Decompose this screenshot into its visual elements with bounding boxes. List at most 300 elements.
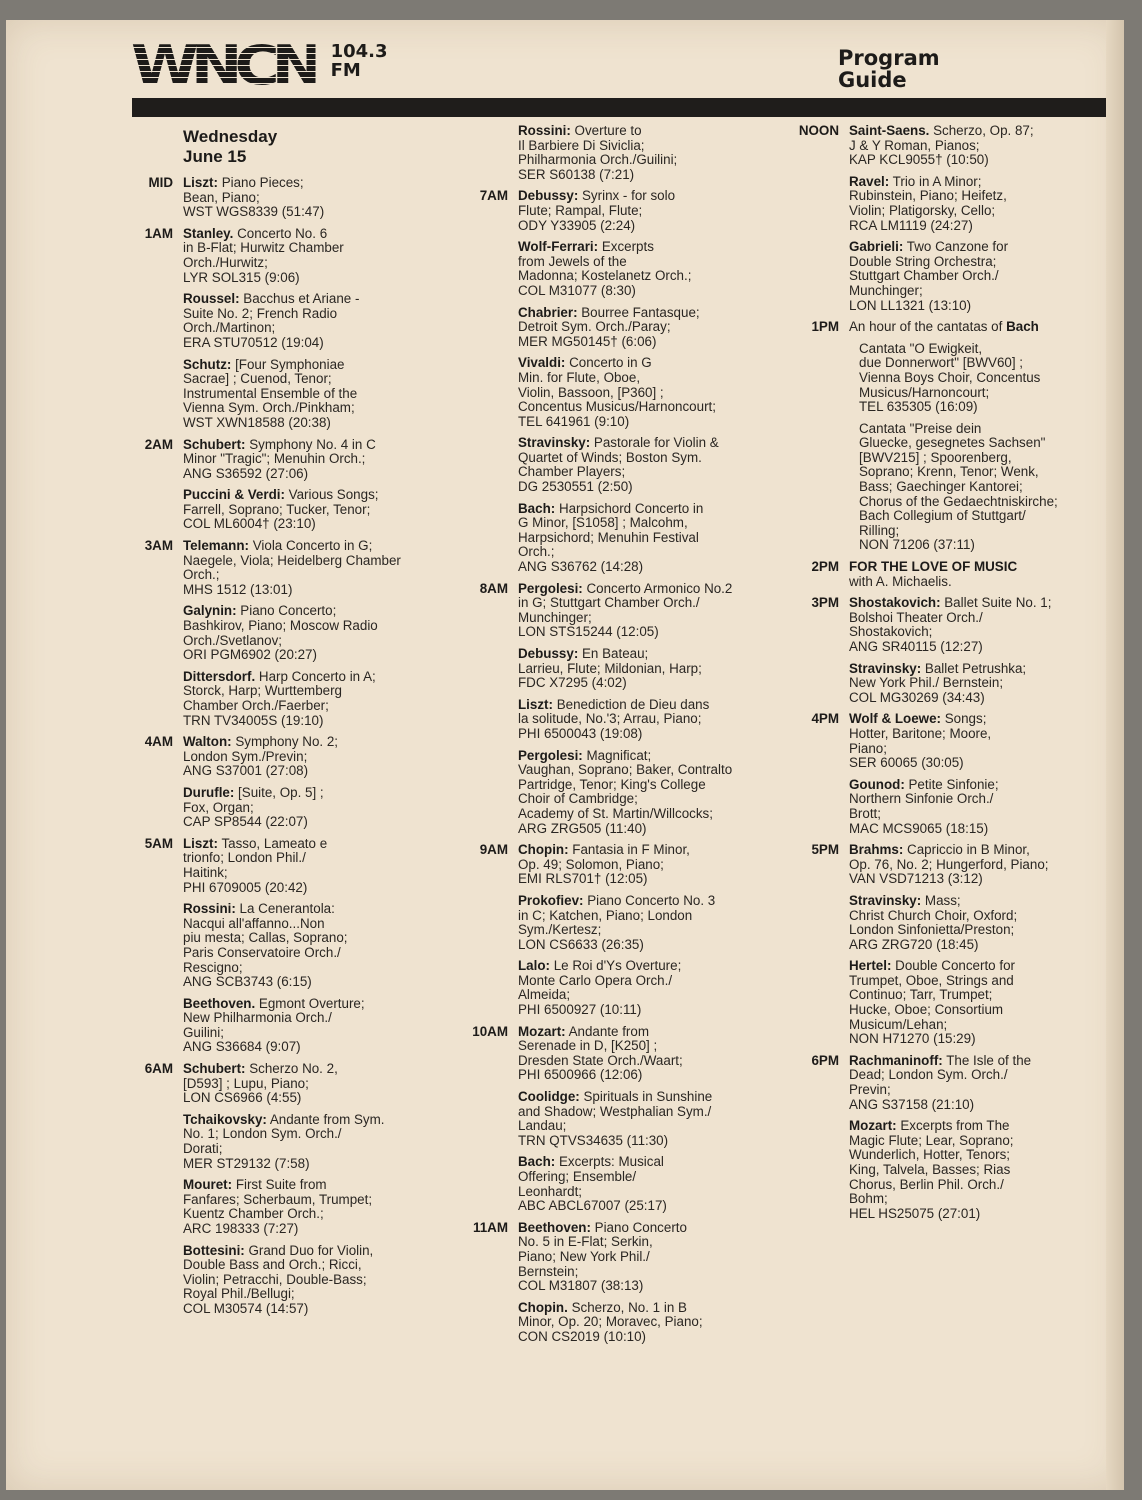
program-line [859,495,1085,510]
program-text: Musicum/Lehan; [849,1016,948,1032]
time-label: 3AM [144,538,173,554]
program-line [183,837,429,852]
time-label: NOON [798,123,839,138]
program-text: Dorati; [183,1141,223,1157]
program-text: piu mesta; Callas, Soprano; [183,930,348,946]
program-text: CON CS2019 (10:10) [518,1328,647,1344]
program-line [518,545,764,560]
time-slot [119,438,429,533]
program-text: Petite Sinfonie; [904,776,999,792]
program-line [518,988,764,1003]
program-text: SER S60138 (7:21) [518,166,635,182]
program-line [849,124,1085,139]
program-line [518,204,764,219]
program-line [859,451,1085,466]
program-line [518,306,764,321]
program-line [183,619,429,634]
program-text: Harp Concerto in A; [255,668,376,684]
program-line [849,894,1085,909]
program-line [518,858,764,873]
program-line [183,517,429,532]
composer-name: Gabrieli: [849,239,904,255]
program-text: Instrumental Ensemble of the [183,385,358,401]
program-text: ANG SCB3743 (6:15) [183,974,312,990]
program-entry [183,1244,429,1317]
program-text: Piano Pieces; [217,175,304,190]
program-line [518,822,764,837]
program-line [183,1113,429,1128]
program-entry [183,358,429,431]
program-text: Excerpts from The [896,1118,1010,1134]
composer-name: Roussel: [183,291,240,307]
program-line [849,988,1085,1003]
program-text: Various Songs; [284,487,379,503]
program-line [518,371,764,386]
time-slot [119,837,429,1055]
program-entry [849,422,1085,553]
program-list [518,1221,764,1345]
program-line [183,1157,429,1172]
composer-name: Lalo: [518,958,550,974]
program-text: COL M31807 (38:13) [518,1278,644,1294]
program-text: Op. 49; Solomon, Piano; [518,856,664,872]
composer-name: Liszt: [183,175,218,190]
program-text: Il Barbiere Di Siviclia; [518,137,645,153]
program-text: Piano; New York Phil./ [518,1248,650,1264]
program-line [518,894,764,909]
program-line [518,698,764,713]
composer-name: Chopin. [518,1299,568,1315]
program-entry [849,124,1085,168]
program-line [518,465,764,480]
program-line [183,568,429,583]
program-line [518,124,764,139]
composer-name: Vivaldi: [518,355,566,371]
program-line [859,422,1085,437]
time-label: 8AM [479,580,508,596]
program-line [518,807,764,822]
program-line [859,524,1085,539]
program-text: Ballet Petrushka; [921,660,1027,676]
program-line [518,1003,764,1018]
program-text: Excerpts: Musical [555,1154,664,1170]
program-entry [183,735,429,779]
program-line [183,786,429,801]
program-line [849,204,1085,219]
program-text: Ballet Suite No. 1; [940,595,1052,611]
program-text: Concerto in G [565,355,652,371]
program-text: No. 5 in E-Flat; Serkin, [518,1234,653,1250]
program-line [849,712,1085,727]
program-text: Madonna; Kostelanetz Orch.; [518,268,692,284]
program-entry [183,670,429,728]
program-line [849,219,1085,234]
program-list [849,320,1085,553]
program-line [849,269,1085,284]
program-line [849,1148,1085,1163]
program-line [518,712,764,727]
program-line [849,640,1085,655]
program-line [518,255,764,270]
composer-name: Debussy: [518,188,579,204]
frequency-number: 104.3 [330,41,388,62]
program-text: Piano Concerto; [236,603,337,619]
composer-name: Stravinsky: [849,660,922,676]
program-text: Royal Phil./Bellugi; [183,1286,295,1302]
page-title-line2: Guide [838,68,907,92]
composer-name: Gounod: [849,776,905,792]
program-line [183,975,429,990]
program-line [849,1192,1085,1207]
program-line [518,320,764,335]
composer-name: Galynin: [183,603,237,619]
composer-name: Stravinsky: [849,892,922,908]
composer-name: Wolf & Loewe: [849,711,941,727]
program-line [183,997,429,1012]
program-line [183,648,429,663]
program-line [849,1003,1085,1018]
program-line [183,1244,429,1259]
composer-name: Pergolesi: [518,580,583,596]
program-text: Bacchus et Ariane - [239,291,360,307]
program-text: Two Canzone for [903,239,1009,255]
program-text: ARG ZRG720 (18:45) [849,936,979,952]
composer-name: Mozart: [849,1118,897,1134]
frequency-band: FM [330,60,361,81]
program-text: Piano Concerto No. 3 [583,892,716,908]
program-list [518,189,764,574]
program-line [859,386,1085,401]
program-line [518,1025,764,1040]
program-line [518,625,764,640]
program-list [849,712,1085,836]
program-entry [849,894,1085,952]
program-text: HEL HS25075 (27:01) [849,1205,981,1221]
program-line [849,153,1085,168]
program-text: Dead; London Sym. Orch./ [849,1067,1008,1083]
program-line [518,284,764,299]
program-text: COL ML6004† (23:10) [183,516,316,532]
program-line [518,749,764,764]
program-line [849,299,1085,314]
program-line [849,923,1085,938]
program-entry [183,837,429,895]
program-line [849,872,1085,887]
program-intro-text: An hour of the cantatas of [849,319,1007,335]
program-line [183,961,429,976]
program-line [849,596,1085,611]
program-text: Le Roi d'Ys Overture; [550,958,682,974]
program-line [849,756,1085,771]
program-line [518,1301,764,1316]
program-text: Violin; Platigorsky, Cello; [849,202,996,218]
time-label: 10AM [472,1023,508,1039]
program-text: Op. 76, No. 2; Hungerford, Piano; [849,856,1049,872]
program-text: J & Y Roman, Pianos; [849,137,980,153]
program-text: Quartet of Winds; Boston Sym. [518,449,702,465]
program-entry [849,843,1085,887]
program-entry [849,342,1085,415]
composer-name: Pergolesi: [518,747,583,763]
program-line [518,596,764,611]
composer-name: Chabrier: [518,304,578,320]
program-text: Orch./Hurwitz; [183,254,268,270]
program-line [849,575,1085,590]
time-label: 7AM [479,188,508,204]
composer-name: Prokofiev: [518,892,584,908]
program-entry [183,997,429,1055]
program-line [518,1134,764,1149]
program-line [849,1119,1085,1134]
time-slot [454,189,764,574]
program-line [518,436,764,451]
composer-name: Schubert: [183,436,246,452]
program-line [518,763,764,778]
program-entry [518,647,764,691]
program-line [849,1207,1085,1222]
composer-name: Chopin: [518,842,569,858]
program-line [183,750,429,765]
time-label: 4AM [144,734,173,750]
program-line [183,931,429,946]
program-entry [183,604,429,662]
program-text: Piano Concerto [590,1219,687,1235]
program-line [183,205,429,220]
time-label: 1PM [811,319,839,335]
program-text: TEL 641961 (9:10) [518,413,630,429]
program-text: Chorus, Berlin Phil. Orch./ [849,1176,1004,1192]
program-text: COL M30574 (14:57) [183,1300,309,1316]
program-entry [518,1301,764,1345]
program-text: WST WGS8339 (51:47) [183,204,325,220]
program-text: La Cenerantola: [235,901,335,917]
program-text: Offering; Ensemble/ [518,1169,637,1184]
program-entry [518,698,764,742]
program-text: Orch.; [183,567,220,583]
program-line [518,872,764,887]
time-slot [785,843,1085,1047]
program-text: London Sym./Previn; [183,748,308,764]
program-text: Chorus of the Gedaechtniskirche; [859,493,1058,509]
program-text: Academy of St. Martin/Willcocks; [518,805,713,821]
time-slot [454,582,764,837]
time-label: 6AM [144,1061,173,1077]
program-line [849,792,1085,807]
program-text: Concerto Armonico No.2 [582,580,733,596]
composer-name: Durufle: [183,784,235,800]
program-entry [518,240,764,298]
program-line [849,611,1085,626]
program-line [518,938,764,953]
program-line [183,1178,429,1193]
program-text: ANG SR40115 (12:27) [849,639,983,654]
program-line [183,539,429,554]
time-label: 5PM [811,842,839,858]
time-slot [454,1221,764,1345]
program-list [183,1062,429,1317]
program-line [859,356,1085,371]
program-line [518,1119,764,1134]
program-text: Guilini; [183,1024,224,1040]
program-guide-page [6,20,1124,1490]
program-line [518,727,764,742]
program-line [518,923,764,938]
program-text: Harpsichord Concerto in [555,500,704,516]
program-text: Andante from [565,1023,649,1039]
program-text: Detroit Sym. Orch./Paray; [518,319,671,335]
program-entry [849,1054,1085,1112]
program-text: Min. for Flute, Oboe, [518,369,641,385]
program-text: in C; Katchen, Piano; London [518,907,693,923]
program-line [183,467,429,482]
program-list [849,124,1085,313]
program-text: WST XWN18588 (20:38) [183,414,331,430]
time-label: 4PM [811,711,839,727]
program-text: Symphony No. 4 in C [245,436,376,452]
program-line [183,503,429,518]
program-line [518,959,764,974]
program-entry [518,1155,764,1213]
page-title-line1: Program [838,46,940,70]
program-line [518,843,764,858]
program-text: Fantasia in F Minor, [568,842,690,858]
program-entry [849,560,1085,589]
program-line [183,1258,429,1273]
time-slot [119,1062,429,1317]
time-slot [119,227,429,431]
program-text: LON LL1321 (13:10) [849,297,972,313]
program-entry [518,894,764,952]
program-text: [D593] ; Lupu, Piano; [183,1075,309,1091]
program-text: Brott; [849,805,881,821]
program-text: Cantata "O Ewigkeit, [859,340,983,356]
program-text: Magnificat; [582,747,652,763]
program-text: Flute; Rampal, Flute; [518,202,643,218]
program-line [183,634,429,649]
program-line [183,801,429,816]
program-text: Scherzo, No. 1 in B [567,1299,687,1315]
program-line [183,227,429,242]
program-list [183,837,429,1055]
program-line [183,292,429,307]
program-text: Partridge, Tenor; King's College [518,776,706,792]
program-text: No. 1; London Sym. Orch./ [183,1126,342,1142]
program-text: TRN QTVS34635 (11:30) [518,1132,669,1148]
program-line [849,625,1085,640]
program-entry [518,1090,764,1148]
program-entry [183,539,429,597]
program-text: Trio in A Minor; [889,173,982,189]
program-text: Bass; Gaechinger Kantorei; [859,479,1023,495]
program-line [183,1207,429,1222]
program-text: Bashkirov, Piano; Moscow Radio [183,618,378,634]
program-text: PHI 6500043 (19:08) [518,725,643,741]
composer-name: Debussy: [518,646,579,661]
program-text: Wunderlich, Hotter, Tenors; [849,1147,1011,1163]
composer-name: Liszt: [183,835,218,851]
program-line [183,1011,429,1026]
composer-name: Beethoven: [518,1219,591,1235]
program-line [518,647,764,662]
program-text: Almeida; [518,987,571,1003]
program-line [518,400,764,415]
program-line [849,909,1085,924]
program-line [849,676,1085,691]
program-text: Hucke, Oboe; Consortium [849,1002,1004,1018]
composer-name: Dittersdorf. [183,668,256,684]
program-line [183,583,429,598]
time-label: 9AM [479,842,508,858]
program-list [183,227,429,431]
program-line [518,531,764,546]
program-list [849,843,1085,1047]
program-line [183,438,429,453]
program-line [849,843,1085,858]
program-line [183,604,429,619]
program-list [518,582,764,837]
program-line [849,1163,1085,1178]
program-text: First Suite from [232,1177,327,1193]
composer-name: Schutz: [183,356,232,372]
program-text: TRN TV34005S (19:10) [183,712,324,728]
program-list [849,596,1085,705]
program-entry [183,488,429,532]
program-line [849,1134,1085,1149]
program-text: Munchinger; [849,282,923,298]
program-text: trionfo; London Phil./ [183,850,306,866]
program-text: Stuttgart Chamber Orch./ [849,268,999,284]
program-line [849,1068,1085,1083]
program-text: in B-Flat; Hurwitz Chamber [183,240,344,256]
program-line [183,256,429,271]
program-text: Piano; [849,740,887,756]
program-line [518,909,764,924]
program-text: The Isle of the [942,1052,1032,1068]
program-entry [183,438,429,482]
program-line [518,1330,764,1345]
program-line [183,1062,429,1077]
program-line [518,1315,764,1330]
program-line [518,1250,764,1265]
logo-wordmark: WNCN [131,34,316,97]
composer-name: Bach: [518,1154,556,1170]
schedule-column-1 [119,124,429,1324]
time-slot [785,560,1085,589]
time-label: 5AM [144,835,173,851]
program-text: Sacrae] ; Cuenod, Tenor; [183,371,332,387]
program-line [183,358,429,373]
composer-name: FOR THE LOVE OF MUSIC [849,559,1018,575]
composer-name: Beethoven. [183,995,256,1011]
program-text: COL MG30269 (34:43) [849,689,985,705]
program-text: Concerto No. 6 [233,225,328,241]
program-line [183,764,429,779]
program-list [849,1054,1085,1222]
program-text: Orch./Martinon; [183,320,276,336]
program-text: SER 60065 (30:05) [849,755,964,771]
program-line [183,1287,429,1302]
program-line [183,1091,429,1106]
program-line [183,401,429,416]
program-line [849,727,1085,742]
program-entry [518,582,764,640]
program-text: Scherzo, Op. 87; [929,123,1034,138]
program-text: Soprano; Krenn, Tenor; Wenk, [859,464,1039,480]
program-text: Double Concerto for [891,958,1015,974]
program-line [518,153,764,168]
station-logo [131,34,388,97]
program-text: Vaughan, Soprano; Baker, Contralto [518,762,733,778]
